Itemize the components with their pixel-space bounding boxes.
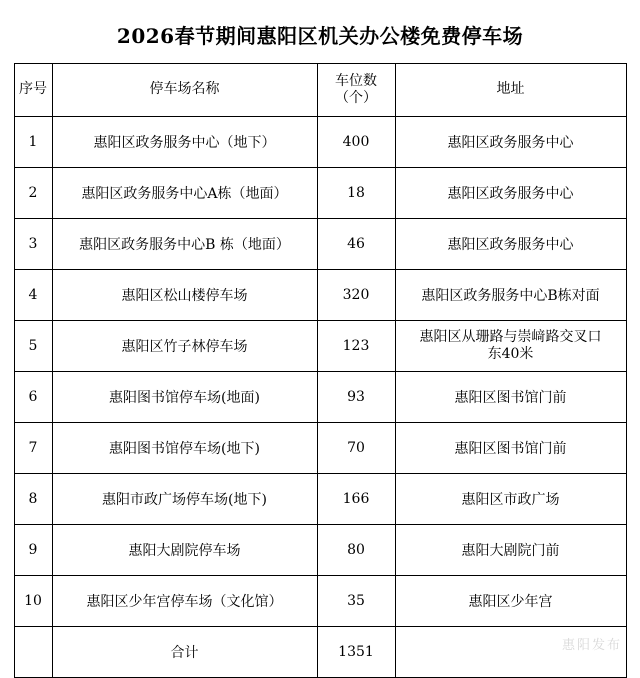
parking-lot-table	[14, 63, 627, 678]
cell-name: 惠阳图书馆停车场(地下)	[52, 423, 317, 474]
cell-total-count: 1351	[317, 627, 395, 678]
cell-index: 7	[14, 423, 52, 474]
cell-index: 2	[14, 168, 52, 219]
cell-count: 93	[317, 372, 395, 423]
cell-count: 400	[317, 117, 395, 168]
cell-index: 6	[14, 372, 52, 423]
table-row	[14, 117, 626, 168]
cell-name: 惠阳区政务服务中心B 栋（地面）	[52, 219, 317, 270]
table-total-row	[14, 627, 626, 678]
cell-index: 8	[14, 474, 52, 525]
cell-address: 惠阳区图书馆门前	[395, 372, 626, 423]
cell-count: 320	[317, 270, 395, 321]
cell-total-label: 合计	[52, 627, 317, 678]
table-row	[14, 219, 626, 270]
cell-address	[395, 321, 626, 372]
cell-count: 46	[317, 219, 395, 270]
cell-address: 惠阳区图书馆门前	[395, 423, 626, 474]
table-row	[14, 168, 626, 219]
cell-address: 惠阳区政务服务中心	[395, 168, 626, 219]
cell-address: 惠阳区政务服务中心B栋对面	[395, 270, 626, 321]
table-row	[14, 576, 626, 627]
table-header	[14, 64, 626, 117]
column-header-count	[317, 64, 395, 117]
cell-total-label-empty	[14, 627, 52, 678]
cell-count: 123	[317, 321, 395, 372]
cell-count: 18	[317, 168, 395, 219]
cell-name: 惠阳市政广场停车场(地下)	[52, 474, 317, 525]
cell-address-line2: 东40米	[487, 346, 534, 362]
cell-name: 惠阳图书馆停车场(地面)	[52, 372, 317, 423]
column-header-count-line2: （个）	[335, 90, 377, 106]
cell-name: 惠阳区政务服务中心A栋（地面）	[52, 168, 317, 219]
cell-total-address	[395, 627, 626, 678]
page-title: 2026春节期间惠阳区机关办公楼免费停车场	[116, 24, 524, 48]
cell-count: 35	[317, 576, 395, 627]
table-row	[14, 474, 626, 525]
column-header-name: 停车场名称	[52, 64, 317, 117]
cell-index: 4	[14, 270, 52, 321]
table-body	[14, 117, 626, 678]
cell-count: 70	[317, 423, 395, 474]
cell-name: 惠阳区少年宫停车场（文化馆）	[52, 576, 317, 627]
cell-address-line1: 惠阳区从珊路与崇﨑路交叉口	[419, 329, 602, 346]
cell-address: 惠阳区少年宫	[395, 576, 626, 627]
cell-name: 惠阳大剧院停车场	[52, 525, 317, 576]
column-header-index: 序号	[14, 64, 52, 117]
cell-address: 惠阳区市政广场	[395, 474, 626, 525]
table-row	[14, 321, 626, 372]
watermark: 惠阳发布	[561, 638, 622, 653]
table-row	[14, 525, 626, 576]
cell-address: 惠阳区政务服务中心	[395, 219, 626, 270]
cell-index: 3	[14, 219, 52, 270]
table-header-row	[14, 64, 626, 117]
table-row	[14, 372, 626, 423]
cell-count: 166	[317, 474, 395, 525]
table-row	[14, 270, 626, 321]
cell-count: 80	[317, 525, 395, 576]
cell-address: 惠阳区政务服务中心	[395, 117, 626, 168]
table-row	[14, 423, 626, 474]
cell-index: 5	[14, 321, 52, 372]
cell-address: 惠阳大剧院门前	[395, 525, 626, 576]
cell-name: 惠阳区政务服务中心（地下）	[52, 117, 317, 168]
column-header-address: 地址	[395, 64, 626, 117]
cell-name: 惠阳区竹子林停车场	[52, 321, 317, 372]
cell-index: 9	[14, 525, 52, 576]
cell-name: 惠阳区松山楼停车场	[52, 270, 317, 321]
cell-index: 10	[14, 576, 52, 627]
column-header-count-line1: 车位数	[335, 72, 377, 89]
cell-index: 1	[14, 117, 52, 168]
